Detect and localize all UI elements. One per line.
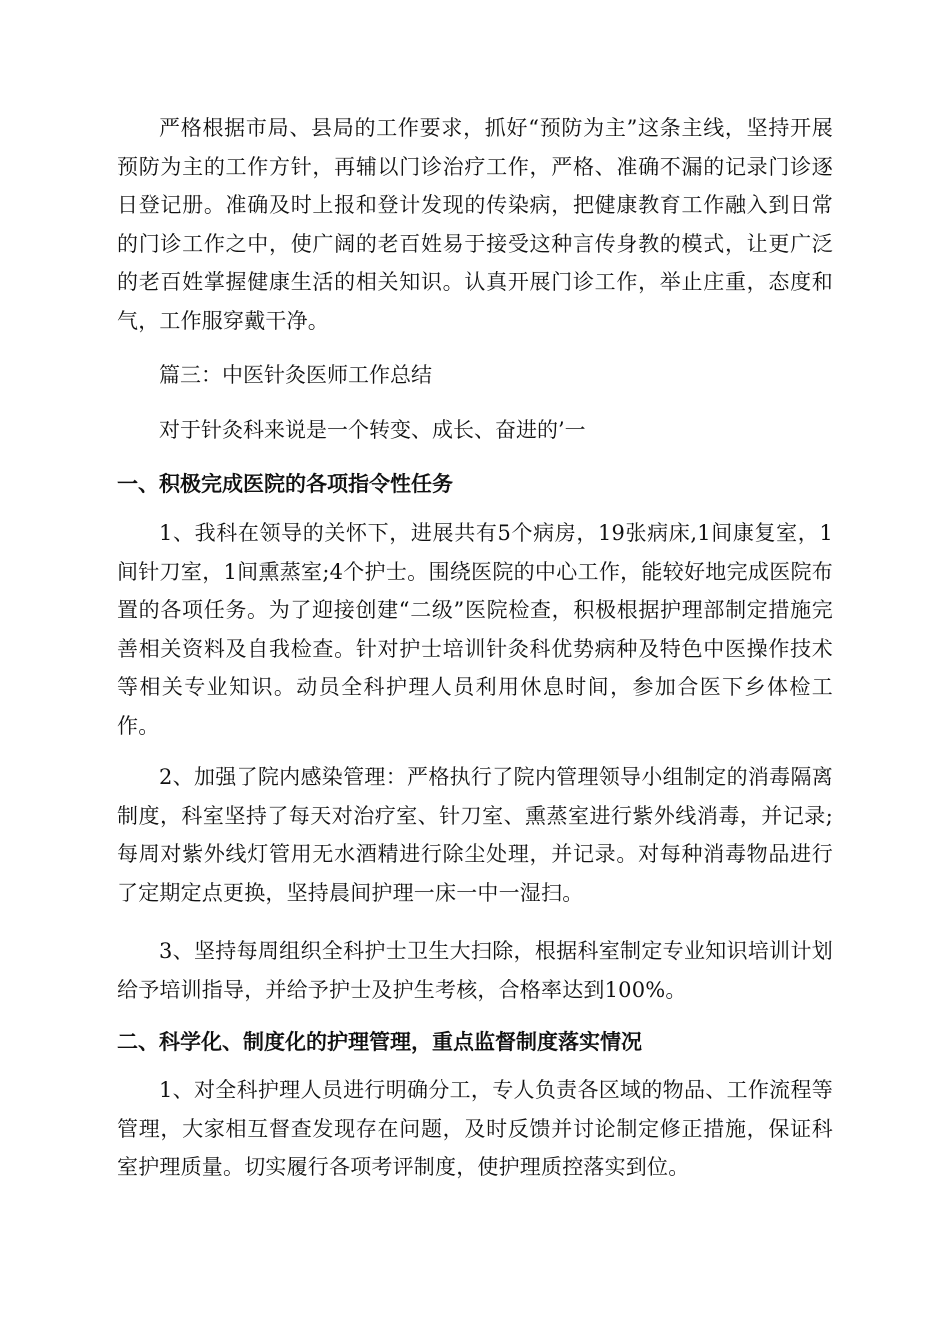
heading-section-one: 一、积极完成医院的各项指令性任务 [117, 472, 453, 496]
paragraph-intro: 对于针灸科来说是一个转变、成长、奋进的’一 [159, 418, 586, 442]
paragraph-item-1-ward-tasks: 1、我科在领导的关怀下，进展共有5个病房，19张病床,1间康复室，1间针刀室，1间熏蒸室;4个护士。围绕医院的中心工作，能较好地完成医院布置的各项任务。为了迎接创建“二级”医院检查，积极根据护理部制定措施完善相关资料及自我检查。针对护士培训针灸科优势病种及特色中医操作技术等相关专业知识。动员全科护理人员利用休息时间，参加合医下乡体检工作。 [117, 521, 833, 738]
paragraph-item-2-infection-control: 2、加强了院内感染管理：严格执行了院内管理领导小组制定的消毒隔离制度，科室坚持了每天对治疗室、针刀室、熏蒸室进行紫外线消毒，并记录;每周对紫外线灯管用无水酒精进行除尘处理，并记录。对每种消毒物品进行了定期定点更换，坚持晨间护理一床一中一湿扫。 [117, 765, 833, 905]
paragraph-item-1-division-of-work: 1、对全科护理人员进行明确分工，专人负责各区域的物品、工作流程等管理，大家相互督查发现存在问题，及时反馈并讨论制定修正措施，保证科室护理质量。切实履行各项考评制度，使护理质控落实到位。 [117, 1078, 833, 1179]
section-title-part-three: 篇三：中医针灸医师工作总结 [159, 363, 432, 387]
paragraph-prevention-work: 严格根据市局、县局的工作要求，抓好“预防为主”这条主线，坚持开展预防为主的工作方针，再辅以门诊治疗工作，严格、准确不漏的记录门诊逐日登记册。准确及时上报和登计发现的传染病，把健康教育工作融入到日常的门诊工作之中，使广阔的老百姓易于接受这种言传身教的模式，让更广泛的老百姓掌握健康生活的相关知识。认真开展门诊工作，举止庄重，态度和气，工作服穿戴干净。 [117, 116, 833, 333]
heading-section-two: 二、科学化、制度化的护理管理，重点监督制度落实情况 [117, 1030, 642, 1054]
paragraph-item-3-training: 3、坚持每周组织全科护士卫生大扫除，根据科室制定专业知识培训计划给予培训指导，并给予护士及护生考核，合格率达到100%。 [117, 939, 833, 1002]
